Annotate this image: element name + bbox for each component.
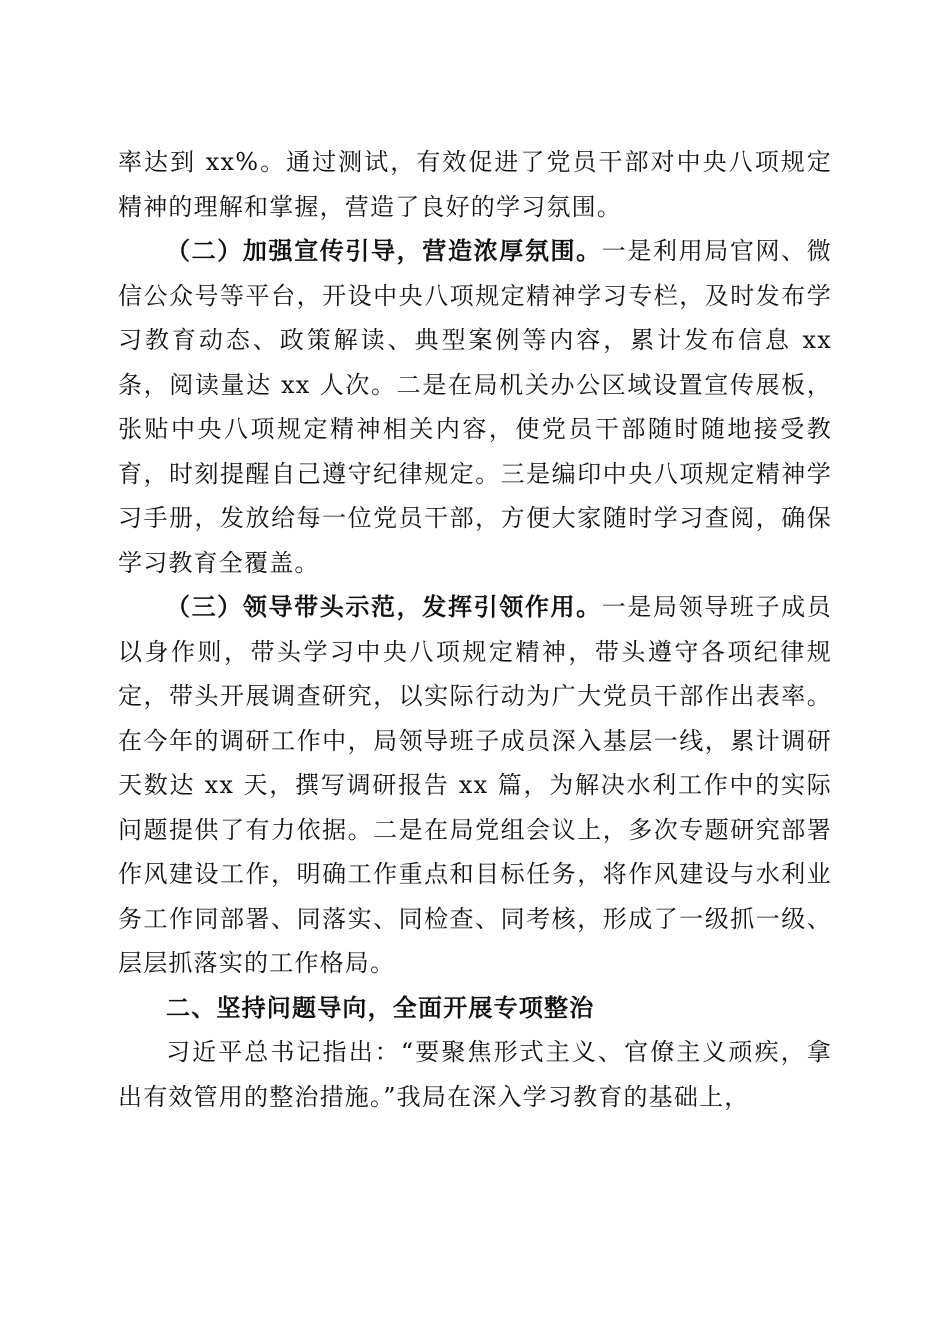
- paragraph-3-text: 一是局领导班子成员以身作则，带头学习中央八项规定精神，带头遵守各项纪律规定，带头开展调查研究，以实际行动为广大党员干部作出表率。在今年的调研工作中，局领导班子成员深入基层一线，累计调研天数达 xx 天，撰写调研报告 xx 篇，为解决水利工作中的实际问题提供了有力依据。二是在局党组会议上，多次专题研究部署作风建设工作，明确工作重点和目标任务，将作风建设与水利业务工作同部署、同落实、同检查、同考核，形成了一级抓一级、层层抓落实的工作格局。: [118, 593, 832, 977]
- section-heading-2: 二、坚持问题导向，全面开展专项整治: [166, 993, 595, 1022]
- paragraph-2-text: 一是利用局官网、微信公众号等平台，开设中央八项规定精神学习专栏，及时发布学习教育动态、政策解读、典型案例等内容，累计发布信息 xx 条，阅读量达 xx 人次。二是在局机关办公区域设置宣传展板，张贴中央八项规定精神相关内容，使党员干部随时随地接受教育，时刻提醒自己遵守纪律规定。三是编印中央八项规定精神学习手册，发放给每一位党员干部，方便大家随时学习查阅，确保学习教育全覆盖。: [118, 237, 832, 577]
- paragraph-1-text: 率达到 xx%。通过测试，有效促进了党员干部对中央八项规定精神的理解和掌握，营造了良好的学习氛围。: [118, 148, 832, 221]
- document-body: [118, 140, 832, 1119]
- paragraph-2-lead: （二）加强宣传引导，营造浓厚氛围。: [166, 237, 602, 265]
- paragraph-4: [118, 1030, 832, 1119]
- paragraph-3: [118, 585, 832, 986]
- paragraph-1: [118, 140, 832, 229]
- paragraph-3-lead: （三）领导带头示范，发挥引领作用。: [166, 593, 602, 621]
- paragraph-4-text: 习近平总书记指出：“要聚焦形式主义、官僚主义顽疾，拿出有效管用的整治措施。”我局在深入学习教育的基础上，: [118, 1038, 832, 1111]
- paragraph-2: [118, 229, 832, 585]
